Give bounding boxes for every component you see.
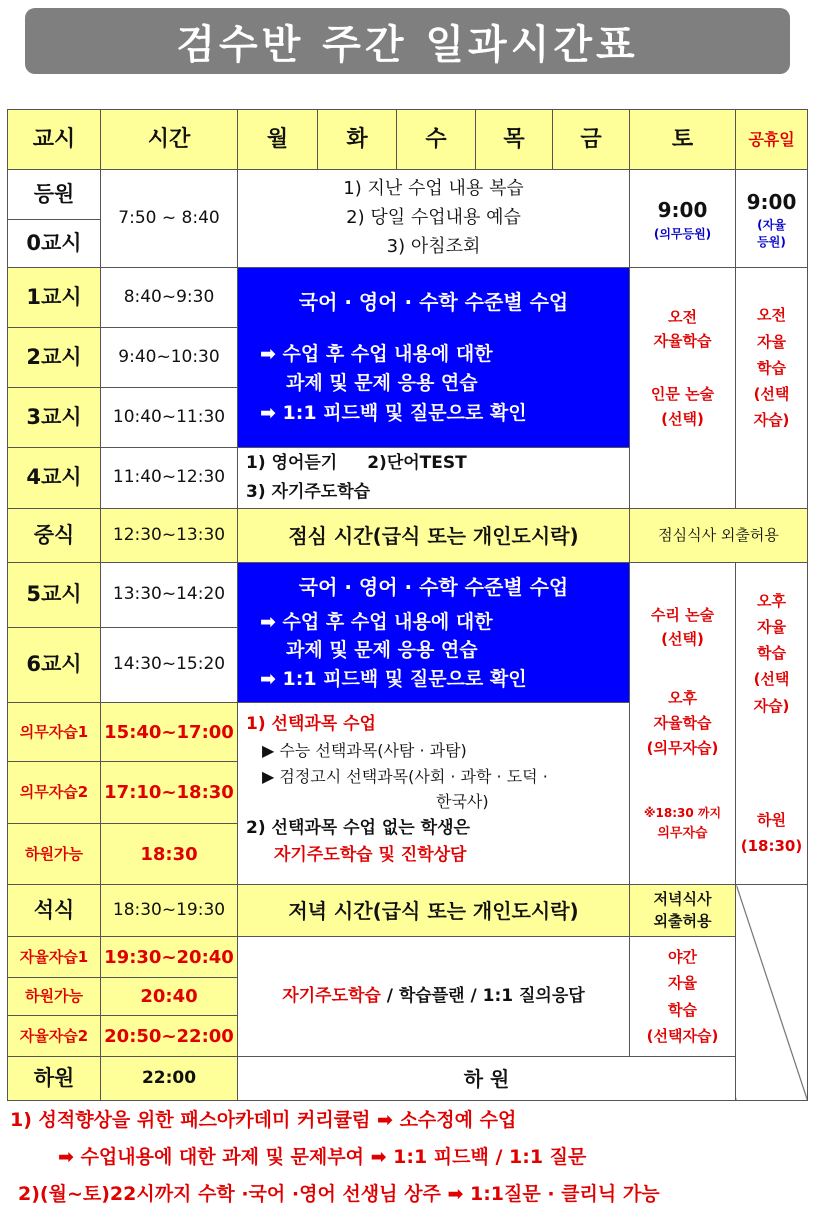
header-tue: 화 [318,110,397,170]
sat-morning-line: (선택) [661,409,704,428]
period-5: 5교시 [8,563,101,628]
holiday-evening-empty [736,885,808,1101]
sat-morning-line: 오전 [668,307,697,326]
arrow-icon: ➡ [260,610,276,633]
arrow-icon: ➡ [58,1146,74,1168]
arrow-icon: ➡ [447,1183,464,1205]
time-2: 9:40~10:30 [101,328,238,388]
holiday-arrive-note: 등원) [757,234,786,249]
class-block-title: 국어 · 영어 · 수학 수준별 수업 [298,289,569,314]
class-block-line: 과제 및 문제 응용 연습 [286,372,478,395]
header-mon: 월 [238,110,318,170]
holiday-morning-line: (선택 [753,385,790,404]
morning-items [238,170,630,268]
sat-evening-line: 학습 [668,1000,697,1019]
footer-text: 소수정예 수업 [399,1109,517,1131]
period-leave1: 하원가능 [8,824,101,885]
lunch-content: 점심 시간(급식 또는 개인도시락) [238,509,630,563]
class-block-line: 1:1 피드백 및 질문으로 확인 [282,667,527,690]
elective-block [238,703,630,885]
footer-notes [10,1102,810,1213]
footer-line-1 [10,1102,810,1139]
time-study1: 15:40~17:00 [101,703,238,762]
holiday-afternoon-line: (선택 [753,670,790,689]
arrow-icon: ➡ [260,342,276,365]
footer-text: 1) 성적향상을 위한 패스아카데미 커리큘럼 [10,1109,371,1131]
elective-line: 한국사) [436,792,489,812]
time-study2: 17:10~18:30 [101,762,238,824]
period-3: 3교시 [8,388,101,448]
holiday-morning-line: 학습 [757,358,786,377]
holiday-afternoon-line: (18:30) [740,837,803,856]
holiday-afternoon-line: 자습) [753,696,790,715]
dinner-sat-line: 저녁식사 [653,889,712,908]
header-period: 교시 [8,110,101,170]
time-1: 8:40~9:30 [101,268,238,328]
evening-content [238,937,630,1057]
morning-class-block [238,268,630,448]
header-holiday: 공휴일 [736,110,808,170]
holiday-morning-line: 자습) [753,411,790,430]
holiday-afternoon-line: 자율 [757,617,786,636]
time-leave1: 18:30 [101,824,238,885]
elective-line: 2) 선택과목 수업 없는 학생은 [246,817,470,838]
time-evening2: 20:50~22:00 [101,1016,238,1057]
timetable [7,109,808,1101]
sat-afternoon-line: 오후 [668,689,697,708]
footer-text: 1:1질문 · 클리닉 가능 [469,1183,660,1205]
sat-afternoon-line: 의무자습 [657,825,708,841]
holiday-afternoon-line: 학습 [757,644,786,663]
home-content: 하 원 [238,1057,736,1101]
time-lunch: 12:30~13:30 [101,509,238,563]
period-evening2: 자율자습2 [8,1016,101,1057]
period-evening1: 자율자습1 [8,937,101,978]
holiday-morning-line: 자율 [757,332,786,351]
footer-text: 수업내용에 대한 과제 및 문제부여 [80,1146,364,1168]
time-dinner: 18:30~19:30 [101,885,238,937]
time-6: 14:30~15:20 [101,628,238,703]
arrow-icon: ➡ [377,1109,393,1131]
dinner-sat-line: 외출허용 [653,911,712,930]
sat-afternoon-line: (선택) [661,630,704,649]
evening-line: 자기주도학습 [282,985,381,1006]
period4-line: 3) 자기주도학습 [246,482,371,502]
sat-afternoon-line: 수리 논술 [650,605,715,624]
class-block-line: 수업 후 수업 내용에 대한 [282,342,493,365]
period-4: 4교시 [8,448,101,509]
sat-arrive [630,170,736,268]
time-4: 11:40~12:30 [101,448,238,509]
class-block-line: 1:1 피드백 및 질문으로 확인 [282,401,527,424]
elective-line: ▶ 수능 선택과목(사탐 · 과탐) [262,741,467,761]
sat-morning [630,268,736,509]
time-5: 13:30~14:20 [101,563,238,628]
holiday-arrive-time: 9:00 [746,189,797,214]
arrow-icon: ➡ [260,401,276,424]
period4-line: 2)단어TEST [367,453,467,474]
period-lunch: 중식 [8,509,101,563]
header-wed: 수 [397,110,476,170]
period-leave2: 하원가능 [8,978,101,1016]
header-time: 시간 [101,110,238,170]
header-row [8,110,808,170]
sat-afternoon-line: (의무자습) [646,738,719,757]
footer-line-3 [10,1176,810,1213]
sat-morning-line: 자율학습 [653,332,712,351]
time-arrive: 7:50 ~ 8:40 [101,170,238,268]
period-home: 하원 [8,1057,101,1101]
footer-text: 1:1 피드백 / 1:1 질문 [393,1146,587,1168]
sat-morning-line: 인문 논술 [650,385,715,403]
period-0: 0교시 [8,220,101,268]
morning-item: 3) 아침조회 [386,235,481,257]
period-6: 6교시 [8,628,101,703]
period-study2: 의무자습2 [8,762,101,824]
elective-line: ▶ 검정고시 선택과목(사회 · 과학 · 도덕 · [262,766,548,786]
sat-evening [630,937,736,1057]
header-fri: 금 [553,110,630,170]
page-title: 검수반 주간 일과시간표 [25,8,790,74]
morning-item: 2) 당일 수업내용 예습 [346,207,521,229]
holiday-arrive [736,170,808,268]
class-block-line: 수업 후 수업 내용에 대한 [282,610,493,633]
sat-afternoon-line: ※18:30 까지 [643,806,722,821]
holiday-morning [736,268,808,509]
sat-arrive-note: (의무등원) [653,226,712,241]
morning-item: 1) 지난 수업 내용 복습 [343,178,524,200]
header-thu: 목 [476,110,553,170]
class-block-line: 과제 및 문제 응용 연습 [286,639,478,662]
footer-line-2 [10,1139,810,1176]
holiday-afternoon [736,563,808,885]
elective-line: 1) 선택과목 수업 [246,714,376,734]
footer-text: 2)(월~토)22시까지 수학 ·국어 ·영어 선생님 상주 [18,1183,441,1205]
afternoon-class-block [238,563,630,703]
period-study1: 의무자습1 [8,703,101,762]
class-block-title: 국어 · 영어 · 수학 수준별 수업 [298,574,569,599]
evening-line: / 학습플랜 / 1:1 질의응답 [380,985,585,1006]
period-2: 2교시 [8,328,101,388]
sat-evening-line: 야간 [668,948,697,966]
dinner-sat [630,885,736,937]
lunch-sat: 점심식사 외출허용 [630,509,808,563]
period-1: 1교시 [8,268,101,328]
time-leave2: 20:40 [101,978,238,1016]
sat-afternoon [630,563,736,885]
arrow-icon: ➡ [260,667,276,690]
holiday-afternoon-line: 하원 [757,810,786,829]
dinner-content: 저녁 시간(급식 또는 개인도시락) [238,885,630,937]
period-arrive: 등원 [8,170,101,220]
sat-evening-line: 자율 [668,974,697,993]
time-3: 10:40~11:30 [101,388,238,448]
period-dinner: 석식 [8,885,101,937]
sat-arrive-time: 9:00 [657,197,708,222]
time-evening1: 19:30~20:40 [101,937,238,978]
holiday-afternoon-line: 오후 [757,591,786,610]
time-home: 22:00 [101,1057,238,1101]
period4-block [238,448,630,509]
sat-evening-line: (선택자습) [646,1026,719,1045]
holiday-arrive-note: (자율 [757,217,786,232]
header-sat: 토 [630,110,736,170]
sat-afternoon-line: 자율학습 [653,713,712,732]
holiday-morning-line: 오전 [757,306,786,325]
arrow-icon: ➡ [370,1146,387,1168]
period4-line: 1) 영어듣기 [246,453,338,474]
elective-line: 자기주도학습 및 진학상담 [274,845,467,866]
